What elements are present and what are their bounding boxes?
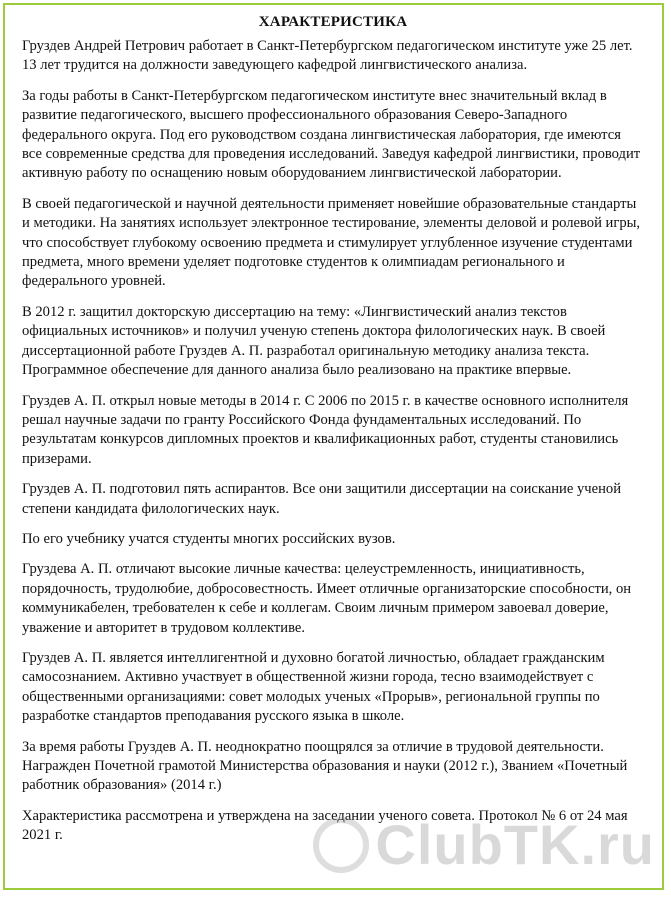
paragraph-6: Груздев А. П. подготовил пять аспирантов. Все они защитили диссертации на соискание ученой степени кандидата филологических наук.	[22, 481, 621, 517]
paragraph-1: Груздев Андрей Петрович работает в Санкт-Петербургском педагогическом институте уже 25 лет. 13 лет трудится на должности заведующего кафедрой лингвистического анализа.	[22, 38, 633, 74]
document-body	[22, 14, 644, 857]
paragraph-4: В 2012 г. защитил докторскую диссертацию на тему: «Лингвистический анализ текстов официальных источников» и получил ученую степень доктора филологических наук. В своей диссертационной работе Груздев А. П. разработал оригинальную методику анализа текста. Программное обеспечение для данного анализа было реализовано на практике впервые.	[22, 303, 606, 379]
paragraph-7: По его учебнику учатся студенты многих российских вузов.	[22, 530, 396, 547]
paragraph-8: Груздева А. П. отличают высокие личные качества: целеустремленность, инициативность, порядочность, трудолюбие, добросовестность. Имеет отличные организаторские способности, он коммуникабелен, требователен к себе и коллегам. Своим личным примером завоевал доверие, уважение и авторитет в трудовом коллективе.	[22, 561, 632, 636]
paragraph-2: За годы работы в Санкт-Петербургском педагогическом институте внес значительный вклад в развитие педагогического, высшего профессионального образования Северо-Западного федерального округа. Под его руководством создана лингвистическая лаборатория, где имеются все современные средства для проведения исследований. Заведуя кафедрой лингвистики, проводит активную работу по оснащению новым оборудованием лингвистической лаборатории.	[22, 87, 641, 182]
watermark-text: ClubTK.ru	[375, 813, 655, 876]
paragraph-3: В своей педагогической и научной деятельности применяет новейшие образовательные стандарты и методики. На занятиях использует электронное тестирование, элементы деловой и ролевой игры, что способствует глубокому освоению предмета и стимулирует углубленное изучение студентами предмета, много времени уделяет подготовке студентов к олимпиадам регионального и федерального уровней.	[22, 195, 641, 290]
paragraph-11: Характеристика рассмотрена и утверждена на заседании ученого совета. Протокол № 6 от 24 мая 2021 г.	[22, 807, 628, 844]
paragraph-5: Груздев А. П. открыл новые методы в 2014 г. С 2006 по 2015 г. в качестве основного исполнителя решал научные задачи по гранту Российского Фонда фундаментальных исследований. По результатам конкурсов дипломных проектов и квалификационных работ, студенты становились призерами.	[22, 392, 629, 467]
paragraph-10: За время работы Груздев А. П. неоднократно поощрялся за отличие в трудовой деятельности. Награжден Почетной грамотой Министерства образования и науки (2012 г.), Званием «Почетный работник образования» (2014 г.)	[22, 738, 628, 794]
paragraph-9: Груздев А. П. является интеллигентной и духовно богатой личностью, обладает гражданским самосознанием. Активно участвует в общественной жизни города, тесно взаимодействует с общественными организациями: совет молодых ученых «Прорыв», региональной группы по разработке стандартов преподавания русского языка в школе.	[22, 649, 605, 725]
document-title: ХАРАКТЕРИСТИКА	[258, 14, 408, 30]
